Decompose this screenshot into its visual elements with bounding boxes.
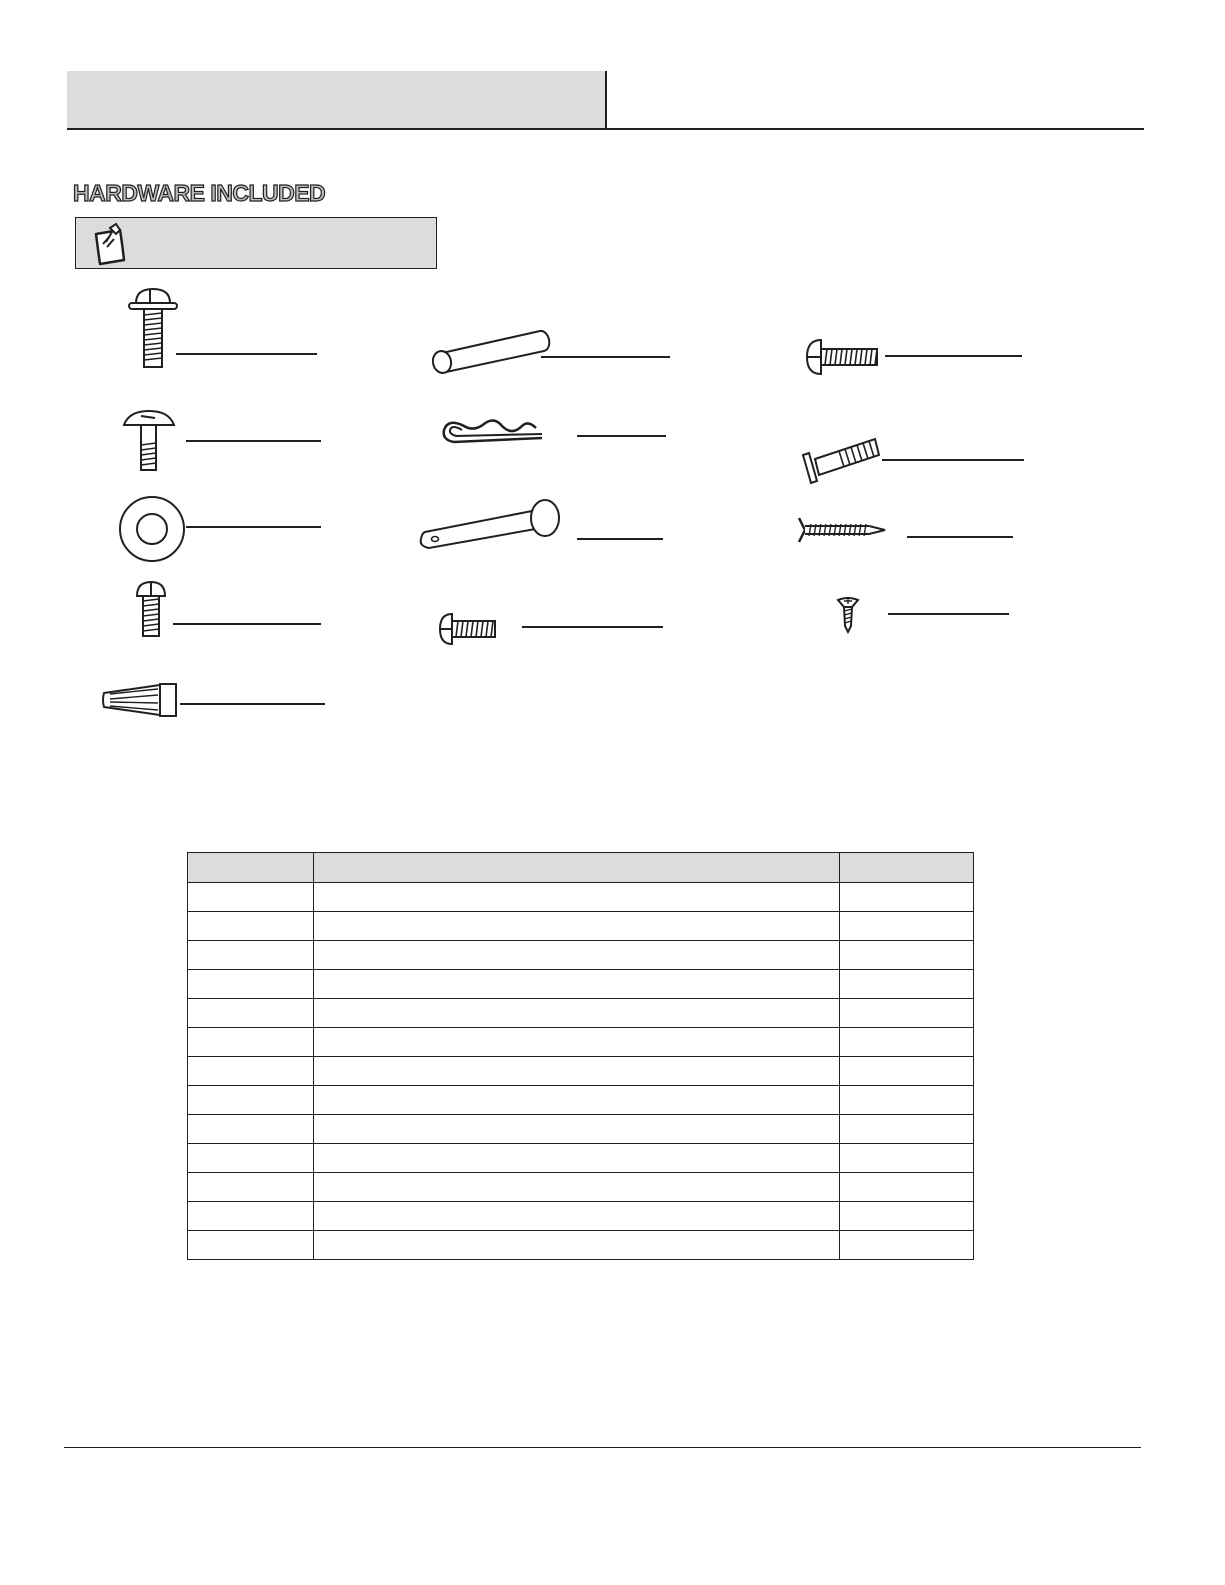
leader-line xyxy=(176,353,317,355)
table-cell xyxy=(188,1057,314,1086)
pushpin-note-icon xyxy=(90,222,130,266)
leader-line xyxy=(577,538,663,540)
leader-line xyxy=(180,703,325,705)
table-cell xyxy=(314,999,840,1028)
leader-line xyxy=(885,355,1022,357)
table-cell xyxy=(188,1086,314,1115)
table-row xyxy=(188,1144,974,1173)
table-cell xyxy=(188,970,314,999)
section-title: HARDWARE INCLUDED xyxy=(73,180,326,206)
table-cell xyxy=(188,1231,314,1260)
table-cell xyxy=(314,1144,840,1173)
table-row xyxy=(188,970,974,999)
leader-line xyxy=(173,623,321,625)
table-row xyxy=(188,912,974,941)
table-cell xyxy=(840,999,974,1028)
table-cell xyxy=(314,1173,840,1202)
table-row xyxy=(188,1173,974,1202)
table-cell xyxy=(840,883,974,912)
table-row xyxy=(188,1231,974,1260)
table-row xyxy=(188,1202,974,1231)
column-header xyxy=(188,853,314,883)
table-cell xyxy=(188,999,314,1028)
table-cell xyxy=(188,1173,314,1202)
table-cell xyxy=(188,941,314,970)
small-machine-screw-icon xyxy=(438,610,498,648)
flat-head-bolt-icon xyxy=(799,429,881,487)
table-cell xyxy=(314,1231,840,1260)
table-cell xyxy=(840,970,974,999)
machine-screw-with-washer-icon xyxy=(126,287,181,371)
table-cell xyxy=(314,912,840,941)
table-row xyxy=(188,941,974,970)
table-cell xyxy=(840,912,974,941)
table-row xyxy=(188,1028,974,1057)
table-row xyxy=(188,999,974,1028)
table-cell xyxy=(314,1115,840,1144)
column-header xyxy=(314,853,840,883)
truss-head-bolt-icon xyxy=(121,407,181,473)
table-cell xyxy=(840,1202,974,1231)
table-cell xyxy=(840,1173,974,1202)
header-divider xyxy=(605,71,607,130)
table-row xyxy=(188,1057,974,1086)
table-cell xyxy=(314,1202,840,1231)
table-cell xyxy=(188,883,314,912)
table-cell xyxy=(314,1028,840,1057)
table-cell xyxy=(314,1086,840,1115)
small-wood-screw-icon xyxy=(836,596,860,634)
leader-line xyxy=(907,536,1013,538)
short-machine-screw-icon xyxy=(135,580,175,638)
leader-line xyxy=(888,613,1009,615)
table-header-row xyxy=(188,853,974,883)
wire-connector-icon xyxy=(100,681,180,719)
long-machine-screw-icon xyxy=(805,336,881,378)
column-header xyxy=(840,853,974,883)
header-title-bar xyxy=(67,71,605,128)
table-cell xyxy=(314,941,840,970)
table-cell xyxy=(840,1028,974,1057)
hardware-parts-table xyxy=(187,852,974,1260)
table-cell xyxy=(188,1144,314,1173)
flat-washer-icon xyxy=(118,495,186,563)
table-cell xyxy=(840,1086,974,1115)
table-cell xyxy=(840,1057,974,1086)
table-cell xyxy=(314,1057,840,1086)
table-row xyxy=(188,1086,974,1115)
leader-line xyxy=(577,435,666,437)
hanger-pin-icon xyxy=(428,325,556,375)
header-rule xyxy=(67,128,1144,130)
table-cell xyxy=(314,883,840,912)
table-cell xyxy=(840,1231,974,1260)
note-box xyxy=(75,217,437,269)
table-cell xyxy=(314,970,840,999)
leader-line xyxy=(541,356,670,358)
table-cell xyxy=(840,1144,974,1173)
table-cell xyxy=(188,1202,314,1231)
table-row xyxy=(188,883,974,912)
table-cell xyxy=(840,1115,974,1144)
leader-line xyxy=(522,626,663,628)
long-wood-screw-icon xyxy=(797,515,887,545)
leader-line xyxy=(882,459,1024,461)
table-cell xyxy=(188,1115,314,1144)
table-cell xyxy=(188,912,314,941)
table-cell xyxy=(188,1028,314,1057)
table-cell xyxy=(840,941,974,970)
clevis-pin-icon xyxy=(417,496,563,552)
leader-line xyxy=(186,440,321,442)
leader-line xyxy=(186,526,321,528)
hairpin-clip-icon xyxy=(440,412,544,448)
footer-rule xyxy=(64,1447,1141,1448)
table-row xyxy=(188,1115,974,1144)
